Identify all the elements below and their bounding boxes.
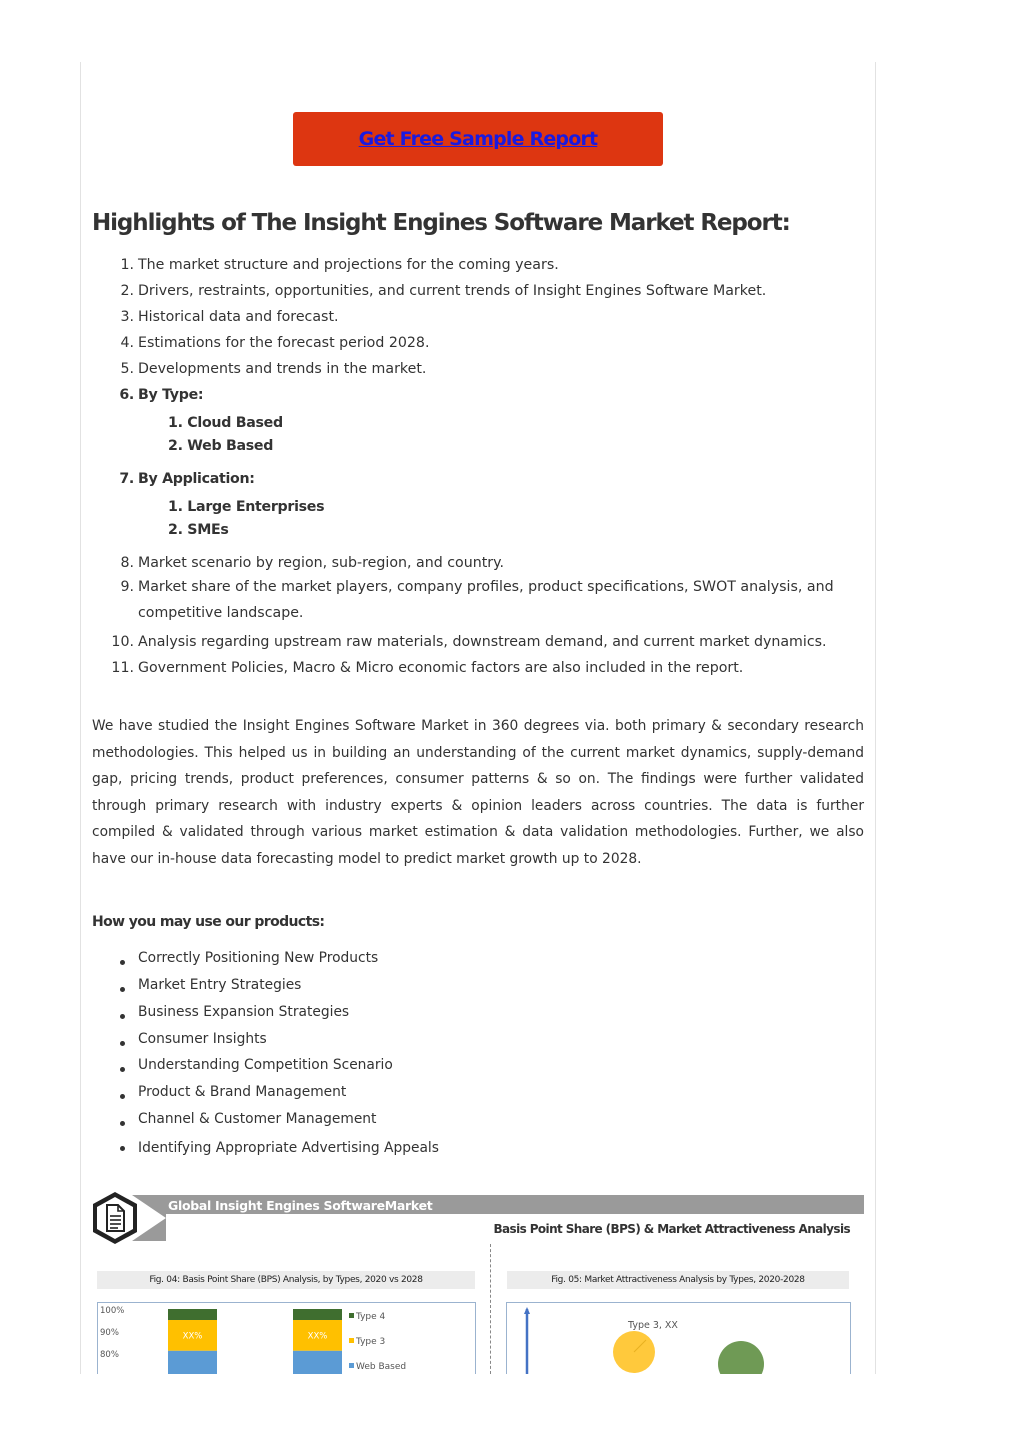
list-number: 3. bbox=[120, 309, 134, 325]
bullet-icon bbox=[120, 1014, 125, 1019]
list-item: Market Entry Strategies bbox=[138, 977, 302, 993]
list-item-continuation: competitive landscape. bbox=[138, 605, 304, 621]
sample-report-button[interactable] bbox=[293, 112, 663, 166]
document-icon bbox=[90, 1190, 140, 1246]
bullet-icon bbox=[120, 1067, 125, 1072]
bullet-icon bbox=[120, 1146, 125, 1151]
list-number: 7. bbox=[119, 471, 134, 487]
list-item: Business Expansion Strategies bbox=[138, 1004, 350, 1020]
bar-segment-type-4 bbox=[293, 1309, 342, 1320]
legend-swatch bbox=[349, 1313, 354, 1318]
list-item: Channel & Customer Management bbox=[138, 1111, 377, 1127]
legend-label: Web Based bbox=[356, 1362, 407, 1372]
banner-subtitle: Basis Point Share (BPS) & Market Attractiveness Analysis bbox=[493, 1222, 850, 1236]
list-item: Product & Brand Management bbox=[138, 1084, 347, 1100]
list-item: Consumer Insights bbox=[138, 1031, 267, 1047]
legend-label: Type 4 bbox=[356, 1312, 386, 1322]
bullet-icon bbox=[120, 1041, 125, 1046]
sample-report-link[interactable]: Get Free Sample Report bbox=[358, 128, 598, 150]
list-item-by-type: By Type: bbox=[138, 387, 204, 403]
y-tick-label: 80% bbox=[100, 1350, 119, 1360]
methodology-paragraph: We have studied the Insight Engines Software Market in 360 degrees via. both primary & secondary research methodologies. This helped us in building an understanding of the current market dynamics, supply-demand gap, pricing trends, product preferences, consumer patterns & so on. The findings were further validated through primary research with industry experts & opinion leaders across countries. The data is further compiled & validated through various market estimation & data validation methodologies. Further, we also have our in-house data forecasting model to predict market growth up to 2028. bbox=[92, 718, 864, 867]
list-item: Estimations for the forecast period 2028. bbox=[138, 335, 430, 351]
bar-data-label: XX% bbox=[307, 1331, 328, 1342]
legend-swatch bbox=[349, 1338, 354, 1343]
bar-data-label: XX% bbox=[182, 1331, 203, 1342]
fig5-caption: Fig. 05: Market Attractiveness Analysis by Types, 2020-2028 bbox=[507, 1271, 849, 1289]
list-item: Market share of the market players, company profiles, product specifications, SWOT analysis, and bbox=[138, 579, 834, 595]
bar-segment-web-based bbox=[168, 1351, 217, 1375]
y-tick-label: 100% bbox=[100, 1306, 125, 1316]
section-divider bbox=[490, 1244, 491, 1374]
list-item: Understanding Competition Scenario bbox=[138, 1057, 393, 1073]
list-number: 5. bbox=[120, 361, 134, 377]
report-banner bbox=[90, 1190, 866, 1246]
list-item: Correctly Positioning New Products bbox=[138, 950, 379, 966]
list-item: The market structure and projections for the coming years. bbox=[138, 257, 559, 273]
list-number: 9. bbox=[120, 579, 134, 595]
list-item-by-application: By Application: bbox=[138, 471, 255, 487]
list-number: 1. bbox=[120, 257, 134, 273]
bullet-icon bbox=[120, 1121, 125, 1126]
bubble-label: Type 3, XX bbox=[628, 1320, 678, 1331]
bar-segment-web-based bbox=[293, 1351, 342, 1375]
list-item: Historical data and forecast. bbox=[138, 309, 339, 325]
list-item: Drivers, restraints, opportunities, and current trends of Insight Engines Software Market. bbox=[138, 283, 767, 299]
list-number: 8. bbox=[120, 555, 134, 571]
list-item: Government Policies, Macro & Micro economic factors are also included in the report. bbox=[138, 660, 744, 676]
uses-heading: How you may use our products: bbox=[92, 914, 325, 930]
page-bottom bbox=[0, 1374, 1024, 1449]
list-item: Market scenario by region, sub-region, and country. bbox=[138, 555, 504, 571]
bullet-icon bbox=[120, 987, 125, 992]
list-item: Identifying Appropriate Advertising Appeals bbox=[138, 1140, 439, 1156]
sublist-item: 2. SMEs bbox=[168, 522, 229, 538]
list-number: 4. bbox=[120, 335, 134, 351]
sublist-item: 1. Cloud Based bbox=[168, 415, 283, 431]
list-number: 11. bbox=[111, 660, 134, 676]
list-item: Developments and trends in the market. bbox=[138, 361, 427, 377]
list-number: 6. bbox=[119, 387, 134, 403]
sublist-item: 1. Large Enterprises bbox=[168, 499, 325, 515]
bar-segment-type-4 bbox=[168, 1309, 217, 1320]
axis-arrow-icon bbox=[524, 1307, 530, 1314]
legend-label: Type 3 bbox=[356, 1337, 386, 1347]
list-number: 10. bbox=[111, 634, 134, 650]
bullet-icon bbox=[120, 960, 125, 965]
banner-title: Global Insight Engines SoftwareMarket bbox=[168, 1198, 433, 1213]
y-tick-label: 90% bbox=[100, 1328, 119, 1338]
bullet-icon bbox=[120, 1094, 125, 1099]
list-number: 2. bbox=[120, 283, 134, 299]
fig4-caption: Fig. 04: Basis Point Share (BPS) Analysis, by Types, 2020 vs 2028 bbox=[97, 1271, 475, 1289]
page-title: Highlights of The Insight Engines Software Market Report: bbox=[92, 210, 790, 236]
sublist-item: 2. Web Based bbox=[168, 438, 274, 454]
legend-swatch bbox=[349, 1363, 354, 1368]
list-item: Analysis regarding upstream raw materials, downstream demand, and current market dynamics. bbox=[138, 634, 827, 650]
